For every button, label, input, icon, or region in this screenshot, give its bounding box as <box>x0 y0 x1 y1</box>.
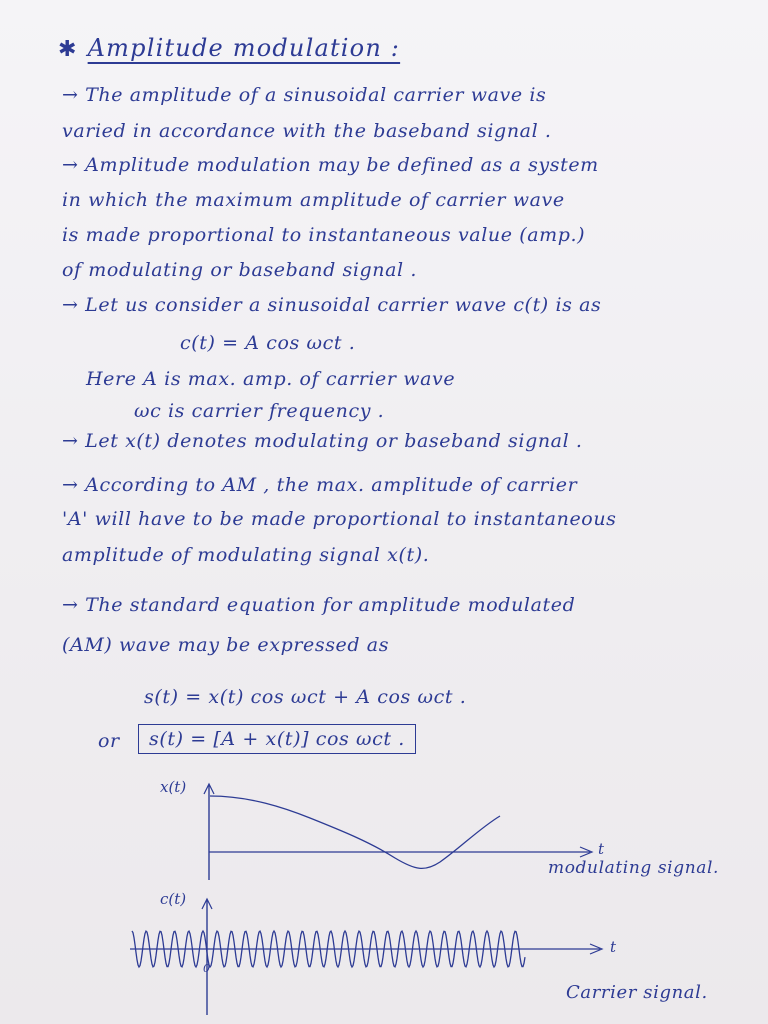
text-line-3: → Amplitude modulation may be defined as a system <box>62 154 599 176</box>
text-line-1: → The amplitude of a sinusoidal carrier wave is <box>62 84 547 106</box>
carrier-signal-graph <box>130 899 602 1015</box>
text-line-6: of modulating or baseband signal . <box>62 259 418 281</box>
or-label: or <box>98 730 120 752</box>
text-line-14: → The standard equation for amplitude modulated <box>62 594 576 616</box>
text-line-here: Here A is max. amp. of carrier wave <box>86 368 456 390</box>
modulating-x-label: t <box>598 840 605 858</box>
text-line-13: amplitude of modulating signal x(t). <box>62 544 430 566</box>
text-line-7: → Let us consider a sinusoidal carrier wave c(t) is as <box>62 294 602 316</box>
text-line-4: in which the maximum amplitude of carrier wave <box>62 189 565 211</box>
text-line-15: (AM) wave may be expressed as <box>62 634 390 656</box>
equation-am-expanded: s(t) = x(t) cos ωct + A cos ωct . <box>144 686 467 708</box>
carrier-x-label: t <box>610 938 617 956</box>
modulating-y-label: x(t) <box>160 778 187 796</box>
text-line-12: 'A' will have to be made proportional to instantaneous <box>62 508 617 530</box>
modulating-waveform <box>210 796 500 868</box>
carrier-y-label: c(t) <box>160 890 187 908</box>
asterisk-icon: ✱ <box>58 37 78 62</box>
text-line-5: is made proportional to instantaneous value (amp.) <box>62 224 586 246</box>
modulating-caption: modulating signal. <box>548 858 720 878</box>
equation-carrier: c(t) = A cos ωct . <box>180 332 356 354</box>
modulating-signal-graph <box>204 784 592 880</box>
carrier-origin-label: 0 <box>203 962 210 975</box>
carrier-caption: Carrier signal. <box>566 982 708 1003</box>
text-line-wc: ωc is carrier frequency . <box>134 400 385 422</box>
text-line-2: varied in accordance with the baseband signal . <box>62 120 552 142</box>
text-line-11: → According to AM , the max. amplitude of carrier <box>62 474 578 496</box>
title-text: Amplitude modulation : <box>87 34 401 62</box>
text-line-10: → Let x(t) denotes modulating or baseband signal . <box>62 430 583 452</box>
boxed-equation-text: s(t) = [A + x(t)] cos ωct . <box>138 724 416 754</box>
